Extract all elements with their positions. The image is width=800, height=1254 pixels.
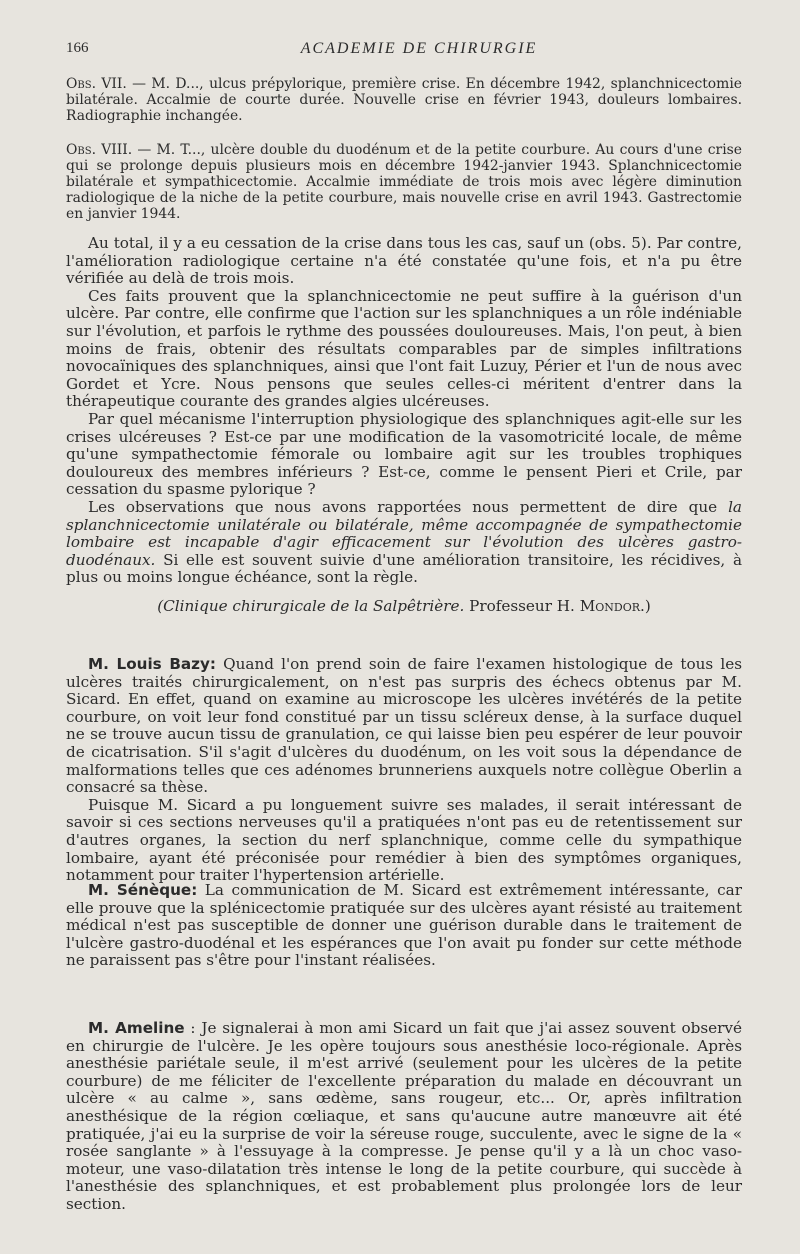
bazy-text-1: Quand l'on prend soin de faire l'examen histologique de tous les ulcères traités chirurgicalement, on n'est pas surpris des échecs obtenus par M. Sicard. En effet, quand on examine au microscope les ulcères invétérés de la petite courbure, on voit leur fond constitué par un tissu scléreux dense, à la surface duquel ne se trouve aucun tissu de granulation, ce qui laisse bien peu espérer de leur pouvoir de cicatrisation. S'il s'agit d'ulcères du duodénum, on les voit sous la dépendance de malformations telles que ces adénomes brunneriens auxquels notre collègue Oberlin a consacré sa thèse. [66, 655, 742, 797]
observation-viii [66, 142, 742, 222]
seneque-text: La communication de M. Sicard est extrêmement intéressante, car elle prouve que la splénicectomie pratiquée sur des ulcères ayant résisté au traitement médical n'est pas susceptible de donner une guérison durable dans le traitement de l'ulcère gastro-duodénal et les espérances que l'on avait pu fonder sur cette méthode ne paraissent pas s'être pour l'instant réalisées. [66, 881, 742, 970]
observation-vii-label: Obs. VII. [66, 76, 127, 92]
ameline-remarks [66, 1020, 742, 1214]
clinic-name: (Clinique chirurgicale de la Salpêtrière. [157, 597, 465, 615]
ameline-paragraph [66, 1020, 742, 1214]
conclusion-section [66, 235, 742, 587]
clinic-line [66, 598, 742, 616]
observations-conclusion-italic: la splanchnicectomie unilatérale ou bilatérale, même accompagnée de sympathectomie lombaire est incapable d'agir efficacement sur l'évolution des ulcères gastro-duodénaux. [66, 497, 742, 569]
seneque-remarks [66, 882, 742, 970]
running-title: ACADEMIE DE CHIRURGIE [300, 40, 538, 57]
seneque-paragraph [66, 882, 742, 970]
page-header [66, 40, 772, 62]
paragraph-mecanisme: Par quel mécanisme l'interruption physiologique des splanchniques agit-elle sur les crises ulcéreuses ? Est-ce par une modification de la vasomotricité locale, de même qu'une sympathectomie fémorale ou lombaire agit sur les troubles trophiques douloureux des membres inférieurs ? Est-ce, comme le pensent Pieri et Crile, par cessation du spasme pylorique ? [66, 409, 742, 499]
paragraph-faits: Ces faits prouvent que la splanchnicectomie ne peut suffire à la guérison d'un ulcère. Par contre, elle confirme que l'action sur les splanchniques a un rôle indéniable sur l'évolution, et parfois le rythme des poussées douloureuses. Mais, l'on peut, à bien moins de frais, obtenir des résultats comparables par de simples infiltrations novocaïniques des splanchniques, ainsi que l'ont fait Luzuy, Périer et l'un de nous avec Gordet et Ycre. Nous pensons que seules celles-ci méritent d'entrer dans la thérapeutique courante des grandes algies ulcéreuses. [66, 286, 742, 411]
speaker-seneque: M. Sénèque: [88, 881, 198, 899]
observation-viii-label: Obs. VIII. [66, 142, 133, 158]
clinic-close: .) [640, 597, 651, 615]
clinic-professor-name: Mondor [579, 597, 641, 615]
observation-vii [66, 76, 742, 124]
bazy-paragraph-1 [66, 656, 742, 797]
observation-vii-paragraph [66, 76, 742, 124]
page-number: 166 [66, 40, 89, 56]
bazy-paragraph-2: Puisque M. Sicard a pu longuement suivre ses malades, il serait intéressant de savoir si ces sections nerveuses qu'il a pratiquées n'ont pas eu de retentissement sur d'autres organes, la section du nerf splanchnique, comme celle du sympathique lombaire, ayant été préconisée pour remédier à bien des symptômes organiques, notamment pour traiter l'hypertension artérielle. [66, 795, 742, 885]
paragraph-observations [66, 499, 742, 587]
speaker-bazy: M. Louis Bazy: [88, 655, 216, 673]
paragraph-total: Au total, il y a eu cessation de la crise dans tous les cas, sauf un (obs. 5). Par contre, l'amélioration radiologique certaine n'a été constatée qu'une fois, et n'a pu être vérifiée au delà de trois mois. [66, 234, 742, 288]
bazy-remarks [66, 656, 742, 885]
ameline-text: : Je signalerai à mon ami Sicard un fait que j'ai assez souvent observé en chirurgie de l'ulcère. Je les opère toujours sous anesthésie loco-régionale. Après anesthésie pariétale seule, il m'est arrivé (seulement pour les ulcères de la petite courbure) de me féliciter de l'excellente préparation du malade en découvrant un ulcère « au calme », sans œdème, sans rougeur, etc... Or, après infiltration anesthésique de la région cœliaque, et sans qu'aucune autre manœuvre ait été pratiquée, j'ai eu la surprise de voir la séreuse rouge, succulente, avec le signe de la « rosée sanglante » à l'essuyage à la compresse. Je pense qu'il y a là un choc vaso-moteur, une vaso-dilatation très intense le long de la petite courbure, qui succède à l'anesthésie des splanchniques, et est probablement plus prolongée lors de leur section. [66, 1019, 742, 1213]
observations-start: Les observations que nous avons rapportées nous permettent de dire que [88, 497, 729, 516]
observations-end: Si elle est souvent suivie d'une amélioration transitoire, les récidives, à plus ou moins longue échéance, sont la règle. [66, 550, 742, 587]
clinic-attribution [66, 598, 742, 616]
observation-vii-text: — M. D..., ulcus prépylorique, première crise. En décembre 1942, splanchnicectomie bilatérale. Accalmie de courte durée. Nouvelle crise en février 1943, douleurs lombaires. Radiographie inchangée. [66, 76, 743, 124]
observation-viii-paragraph [66, 142, 742, 222]
speaker-ameline: M. Ameline [88, 1019, 185, 1037]
clinic-professor: Professeur H. [464, 597, 580, 615]
observation-viii-text: — M. T..., ulcère double du duodénum et de la petite courbure. Au cours d'une crise qui se prolonge depuis plusieurs mois en décembre 1942-janvier 1943. Splanchnicectomie bilatérale et sympathicectomie. Accalmie immédiate de trois mois avec légère diminution radiologique de la niche de la petite courbure, mais nouvelle crise en avril 1943. Gastrectomie en janvier 1944. [66, 142, 742, 222]
